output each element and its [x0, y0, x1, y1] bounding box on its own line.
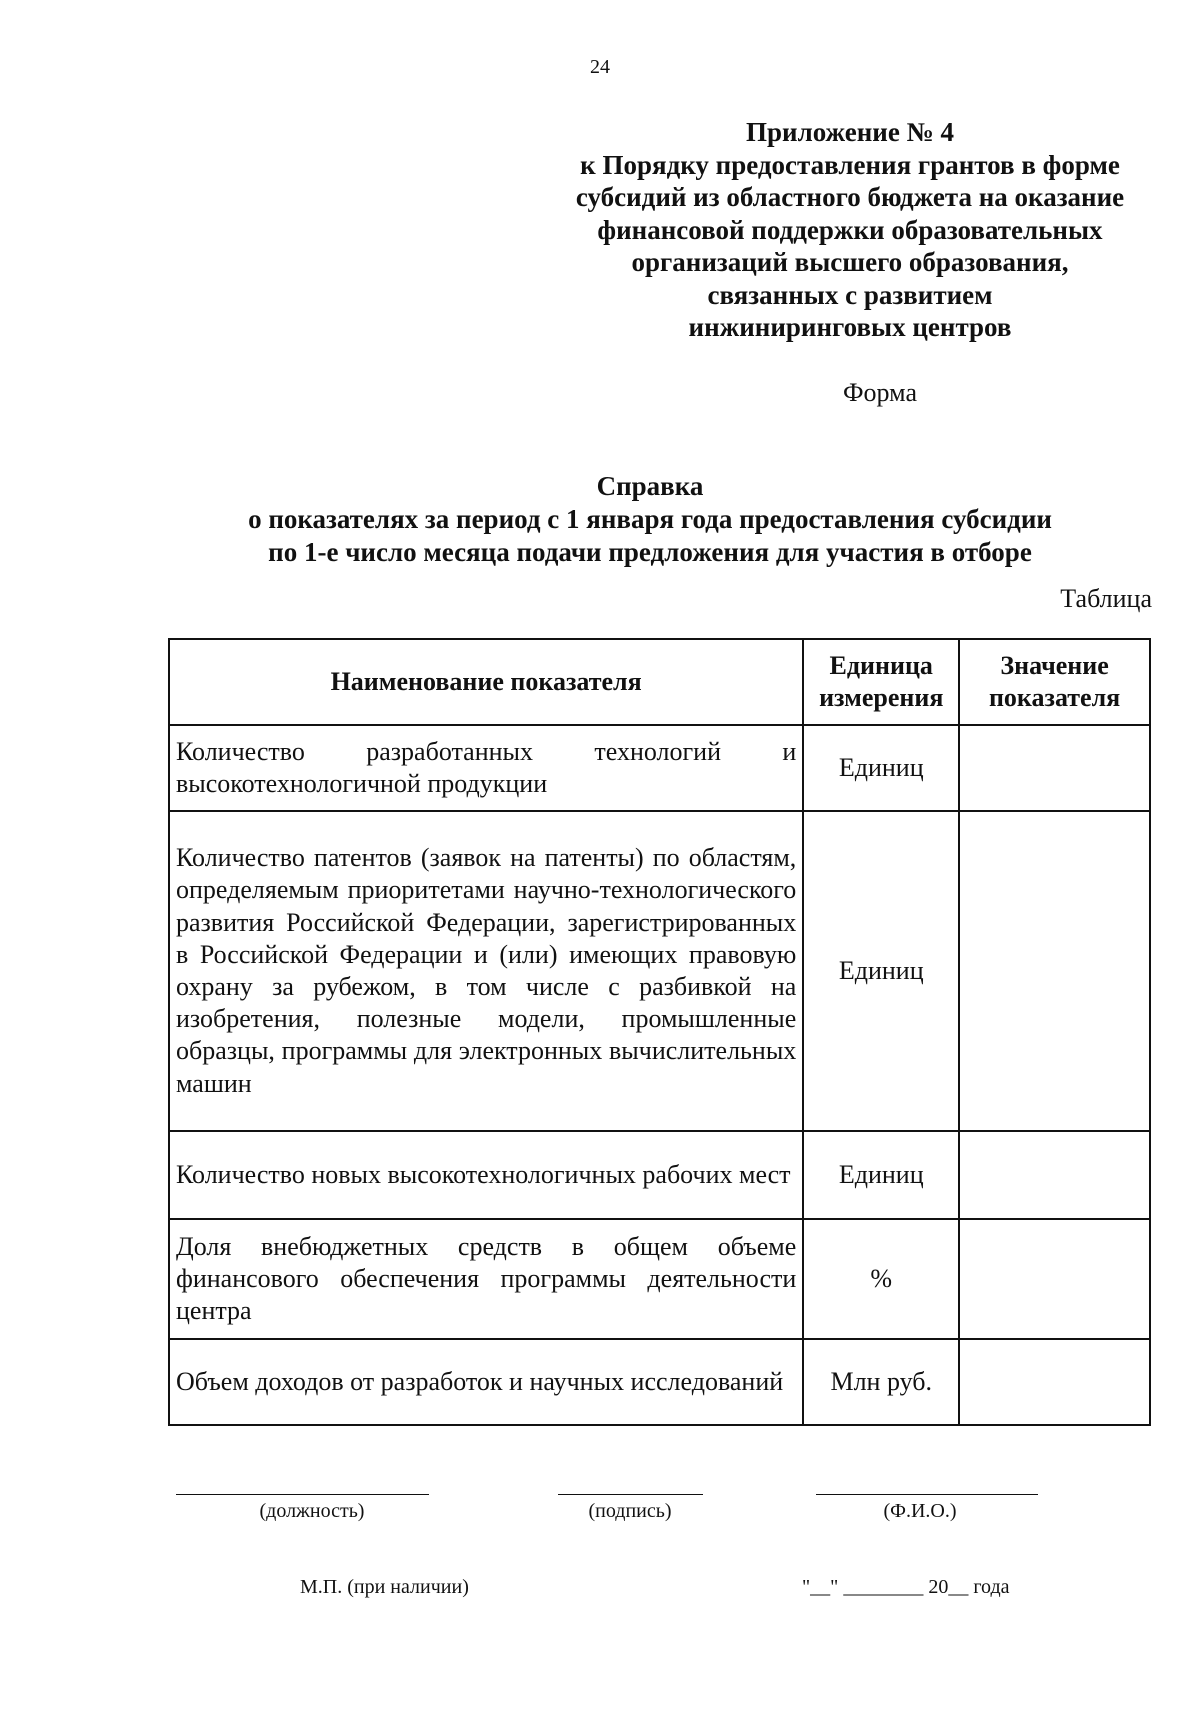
appendix-line: связанных с развитием	[707, 279, 993, 310]
appendix-header	[540, 116, 1160, 344]
table-row	[169, 1339, 1150, 1425]
indicator-name: Количество патентов (заявок на патенты) по областям, определяемым приоритетами научно-технологического развития Российской Федерации, зарегистрированных в Российской Федерации и (или) имеющих правовую охрану за рубежом, в том числе с разбивкой на изобретения, полезные модели, промышленные образцы, программы для электронных вычислительных машин	[169, 811, 803, 1131]
table-row	[169, 1131, 1150, 1219]
form-label: Форма	[843, 378, 917, 407]
signature-label: (подпись)	[588, 1500, 672, 1522]
indicator-value[interactable]	[959, 1131, 1150, 1219]
appendix-line: инжиниринговых центров	[688, 312, 1012, 342]
title-line: по 1-е число месяца подачи предложения для участия в отборе	[268, 537, 1032, 567]
indicator-unit: Единиц	[803, 1131, 959, 1219]
table-row	[169, 811, 1150, 1131]
indicator-unit: %	[803, 1219, 959, 1339]
indicators-table	[168, 638, 1151, 1426]
title-heading: Справка	[596, 471, 704, 501]
indicator-value[interactable]	[959, 1219, 1150, 1339]
indicator-unit: Единиц	[803, 811, 959, 1131]
title-line: о показателях за период с 1 января года предоставления субсидии	[248, 504, 1052, 534]
indicator-name: Количество новых высокотехнологичных рабочих мест	[169, 1131, 803, 1219]
indicator-name: Объем доходов от разработок и научных исследований	[169, 1339, 803, 1425]
indicator-unit: Единиц	[803, 725, 959, 811]
header-unit: Единица измерения	[803, 639, 959, 725]
fio-label: (Ф.И.О.)	[883, 1500, 957, 1522]
stamp-label: М.П. (при наличии)	[300, 1576, 469, 1598]
fio-line[interactable]	[816, 1494, 1038, 1495]
table-header-row	[169, 639, 1150, 725]
signature-line[interactable]	[558, 1494, 703, 1495]
header-name: Наименование показателя	[169, 639, 803, 725]
header-value: Значение показателя	[959, 639, 1150, 725]
page-number: 24	[590, 56, 610, 78]
table-label: Таблица	[1060, 584, 1152, 613]
appendix-title: Приложение № 4	[746, 117, 954, 147]
indicator-unit: Млн руб.	[803, 1339, 959, 1425]
table-row	[169, 725, 1150, 811]
appendix-line: к Порядку предоставления грантов в форме	[580, 149, 1120, 180]
appendix-line: финансовой поддержки образовательных	[597, 214, 1103, 245]
indicator-value[interactable]	[959, 1339, 1150, 1425]
indicator-value[interactable]	[959, 811, 1150, 1131]
appendix-line: субсидий из областного бюджета на оказание	[575, 182, 1125, 212]
position-label: (должность)	[259, 1500, 365, 1522]
date-line[interactable]: "__" ________ 20__ года	[802, 1576, 1010, 1598]
appendix-line: организаций высшего образования,	[631, 247, 1069, 277]
document-title	[150, 470, 1150, 569]
indicator-name: Количество разработанных технологий и высокотехнологичной продукции	[169, 725, 803, 811]
table-row	[169, 1219, 1150, 1339]
indicator-value[interactable]	[959, 725, 1150, 811]
indicator-name: Доля внебюджетных средств в общем объеме финансового обеспечения программы деятельности центра	[169, 1219, 803, 1339]
position-line[interactable]	[176, 1494, 429, 1495]
